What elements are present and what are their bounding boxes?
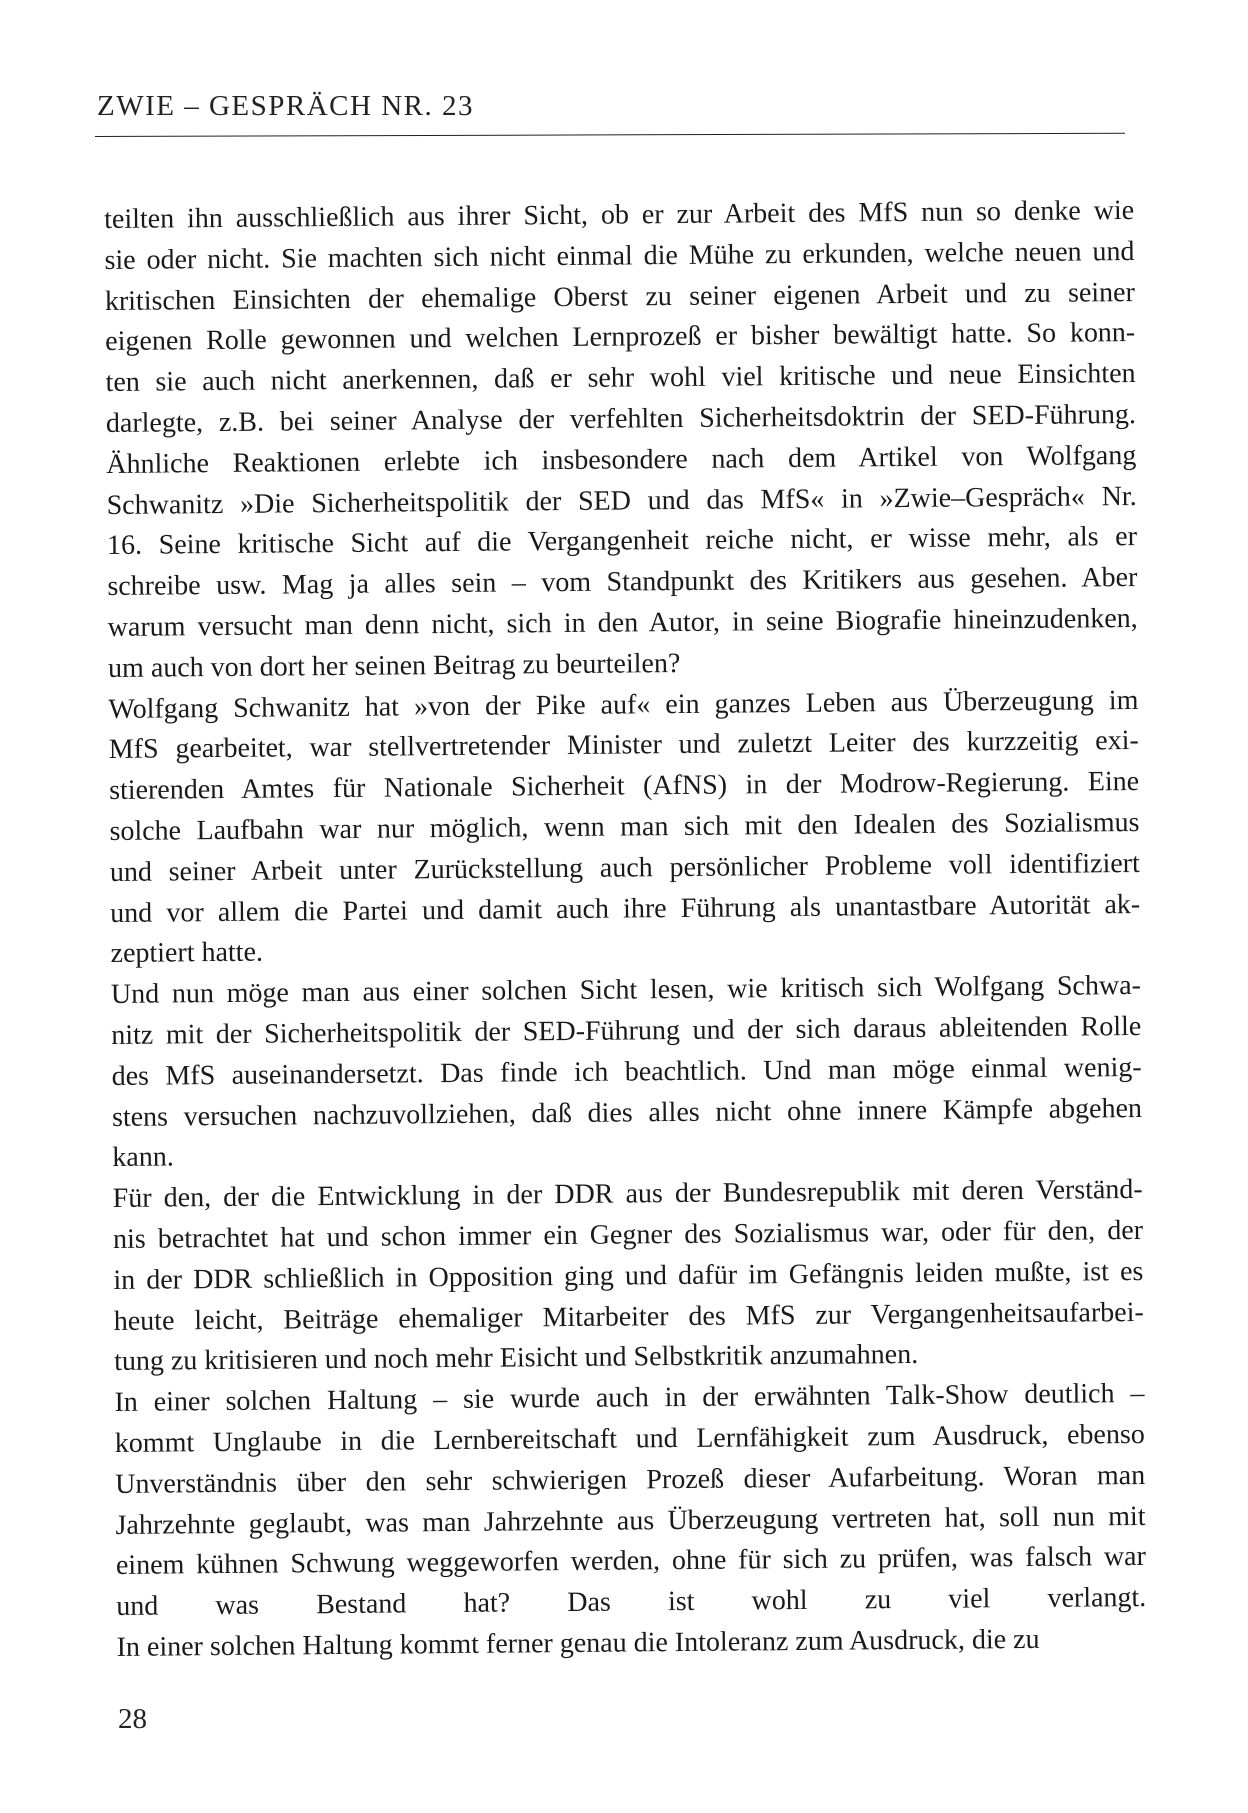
text-line: Und nun möge man aus einer solchen Sicht lesen, wie kritisch sich Wolfgang Schwa- bbox=[110, 970, 1142, 1011]
header-rule bbox=[95, 133, 1125, 137]
text-line: schreibe usw. Mag ja alles sein – vom Standpunkt des Kritikers aus gesehen. Aber bbox=[107, 562, 1138, 603]
text-line: eigenen Rolle gewonnen und welchen Lernprozeß er bisher bewältigt hatte. So konn- bbox=[105, 317, 1136, 358]
text-line: nis betrachtet hat und schon immer ein Gegner des Sozialismus war, oder für den, der bbox=[112, 1214, 1144, 1255]
text-line: kritischen Einsichten der ehemalige Oberst zu seiner eigenen Arbeit und zu seiner bbox=[104, 276, 1135, 317]
text-line: Jahrzehnte geglaubt, was man Jahrzehnte aus Überzeugung vertreten hat, soll nun mit bbox=[115, 1500, 1146, 1541]
text-line: ten sie auch nicht anerkennen, daß er sehr wohl viel kritische und neue Einsichten bbox=[105, 358, 1136, 399]
text-line: sie oder nicht. Sie machten sich nicht einmal die Mühe zu erkunden, welche neuen und bbox=[104, 235, 1135, 276]
text-line: stierenden Amtes für Nationale Sicherheit (AfNS) in der Modrow-Regierung. Eine bbox=[109, 766, 1140, 807]
text-line: um auch von dort her seinen Beitrag zu beurteilen? bbox=[107, 647, 681, 684]
text-line: in der DDR schließlich in Opposition ging und dafür im Gefängnis leiden mußte, ist es bbox=[113, 1255, 1144, 1296]
text-line: Unverständnis über den sehr schwierigen Prozeß dieser Aufarbeitung. Woran man bbox=[115, 1459, 1146, 1500]
text-line: des MfS auseinandersetzt. Das finde ich beachtlich. Und man möge einmal wenig- bbox=[111, 1051, 1142, 1092]
text-line: Wolfgang Schwanitz hat »von der Pike auf« ein ganzes Leben aus Überzeugung im bbox=[108, 684, 1139, 725]
body-text bbox=[104, 191, 1147, 1669]
text-line: Für den, der die Entwicklung in der DDR aus der Bundesrepublik mit deren Verständ- bbox=[112, 1174, 1143, 1215]
text-line: und vor allem die Partei und damit auch ihre Führung als unantastbare Autorität ak- bbox=[110, 888, 1141, 929]
text-line: einem kühnen Schwung weggeworfen werden, ohne für sich zu prüfen, was falsch war bbox=[115, 1541, 1147, 1582]
text-line: warum versucht man denn nicht, sich in den Autor, in seine Biografie hineinzudenken, bbox=[107, 602, 1138, 643]
text-line: Schwanitz »Die Sicherheitspolitik der SED und das MfS« in »Zwie–Gespräch« Nr. bbox=[106, 480, 1137, 521]
text-line: tung zu kritisieren und noch mehr Eisicht und Selbstkritik anzumahnen. bbox=[114, 1339, 919, 1378]
text-line: kommt Unglaube in die Lernbereitschaft und Lernfähigkeit zum Ausdruck, ebenso bbox=[114, 1418, 1145, 1459]
running-header: ZWIE – GESPRÄCH NR. 23 bbox=[97, 90, 474, 122]
text-line: und seiner Arbeit unter Zurückstellung auch persönlicher Probleme voll identifiziert bbox=[109, 847, 1140, 888]
text-line: In einer solchen Haltung kommt ferner genau die Intoleranz zum Ausdruck, die zu bbox=[116, 1623, 1040, 1663]
text-line: heute leicht, Beiträge ehemaliger Mitarbeiter des MfS zur Vergangenheitsaufarbei- bbox=[113, 1296, 1144, 1337]
text-line: 16. Seine kritische Sicht auf die Vergangenheit reiche nicht, er wisse mehr, als er bbox=[106, 521, 1138, 562]
text-line: solche Laufbahn war nur möglich, wenn man sich mit den Idealen des Sozialismus bbox=[109, 806, 1140, 847]
text-line: In einer solchen Haltung – sie wurde auch in der erwähnten Talk-Show deutlich – bbox=[114, 1378, 1145, 1419]
text-line: Ähnliche Reaktionen erlebte ich insbesondere nach dem Artikel von Wolfgang bbox=[106, 439, 1137, 480]
text-line: MfS gearbeitet, war stellvertretender Minister und zuletzt Leiter des kurzzeitig exi- bbox=[108, 725, 1139, 766]
text-line: zeptiert hatte. bbox=[110, 936, 264, 970]
text-line: nitz mit der Sicherheitspolitik der SED-Führung und der sich daraus ableitenden Rolle bbox=[111, 1010, 1142, 1051]
text-line: und was Bestand hat? Das ist wohl zu viel verlangt. bbox=[116, 1582, 1147, 1623]
text-line: darlegte, z.B. bei seiner Analyse der verfehlten Sicherheitsdoktrin der SED-Führung. bbox=[105, 398, 1137, 439]
text-line: kann. bbox=[112, 1141, 174, 1174]
text-line: stens versuchen nachzuvollziehen, daß dies alles nicht ohne innere Kämpfe abgehen bbox=[111, 1092, 1143, 1133]
page-number: 28 bbox=[118, 1703, 147, 1735]
text-line: teilten ihn ausschließlich aus ihrer Sicht, ob er zur Arbeit des MfS nun so denke wie bbox=[104, 195, 1135, 235]
